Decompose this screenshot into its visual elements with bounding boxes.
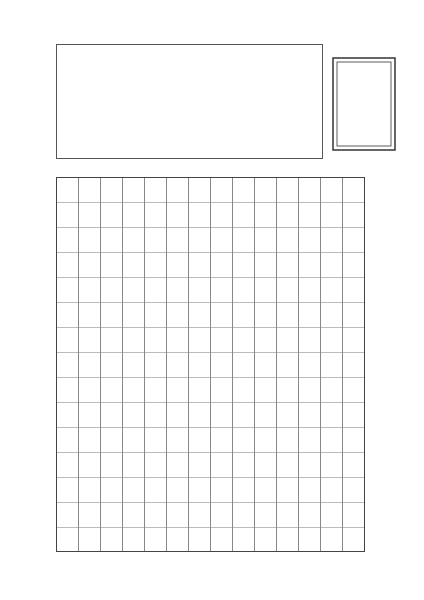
draft-box [56, 44, 323, 159]
manuscript-grid [56, 177, 365, 552]
award-stamp [331, 50, 401, 155]
